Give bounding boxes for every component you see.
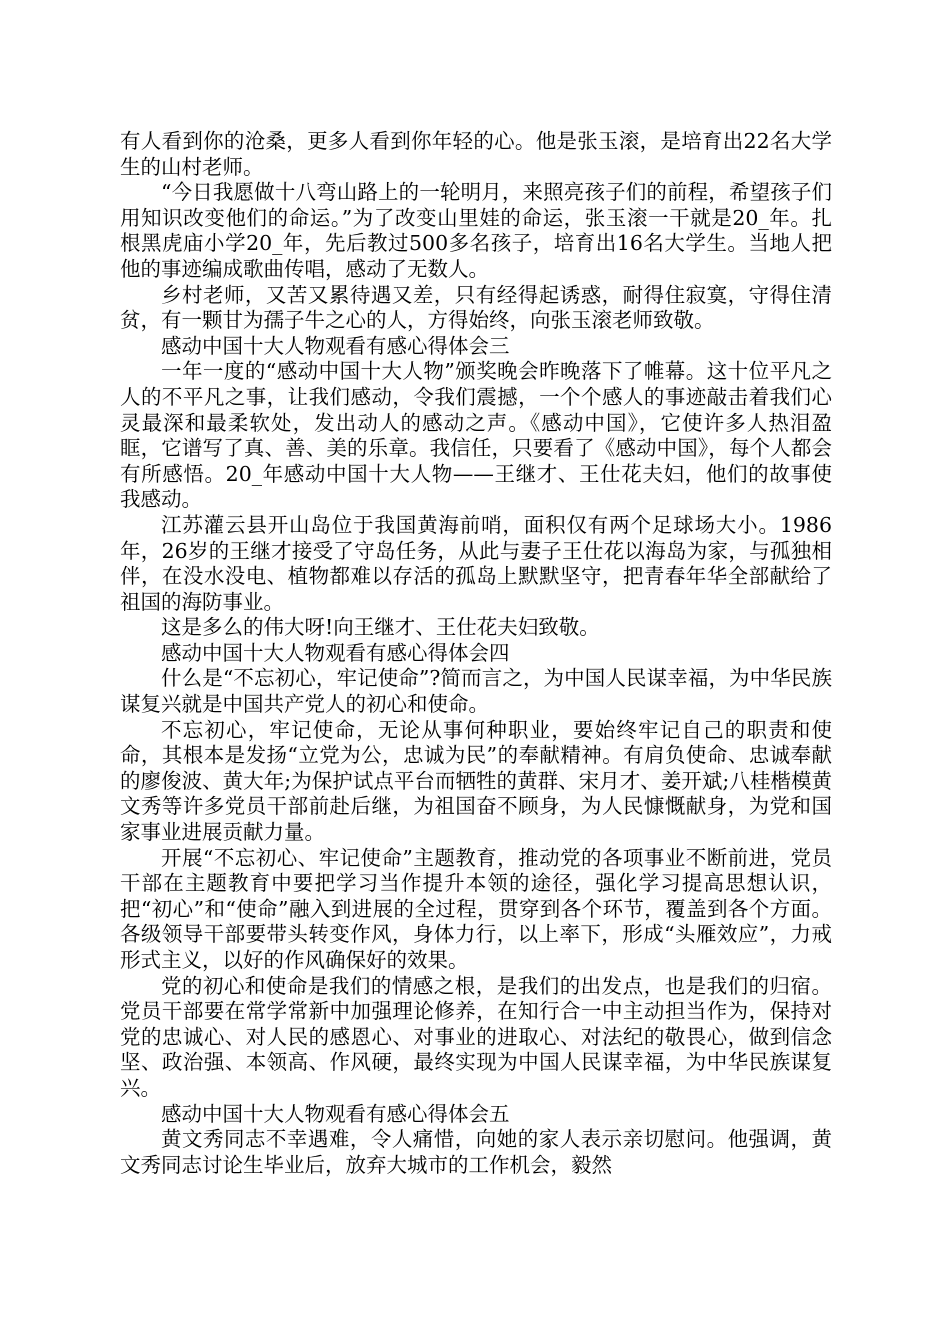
section-heading-five: 感动中国十大人物观看有感心得体会五 xyxy=(161,1101,510,1126)
paragraph-awards-night: 一年一度的“感动中国十大人物”颁奖晚会昨晚落下了帷幕。这十位平凡之人的不平凡之事，让我们感动，令我们震撼，一个个感人的事迹敲击着我们心灵最深和最柔软处，发出动人的感动之声。《感动中国》，它使许多人热泪盈眶，它谱写了真、善、美的乐章。我信任，只要看了《感动中国》，每个人都会有所感悟。20_年感动中国十大人物——王继才、王仕花夫妇，他们的故事使我感动。 xyxy=(120,359,832,512)
paragraph-what-is-mission: 什么是“不忘初心，牢记使命”?简而言之，为中国人民谋幸福，为中华民族谋复兴就是中国共产党人的初心和使命。 xyxy=(120,666,832,717)
paragraph-kaishan-island: 江苏灌云县开山岛位于我国黄海前哨，面积仅有两个足球场大小。1986年，26岁的王继才接受了守岛任务，从此与妻子王仕花以海岛为家，与孤独相伴，在没水没电、植物都难以存活的孤岛上默默坚守，把青春年华全部献给了祖国的海防事业。 xyxy=(120,512,832,614)
paragraph-duty-mission: 不忘初心，牢记使命，无论从事何种职业，要始终牢记自己的职责和使命，其根本是发扬“立党为公，忠诚为民”的奉献精神。有肩负使命、忠诚奉献的廖俊波、黄大年;为保护试点平台而牺牲的黄群、宋月才、姜开斌;八桂楷模黄文秀等许多党员干部前赴后继，为祖国奋不顾身，为人民慷慨献身，为党和国家事业进展贡献力量。 xyxy=(120,717,832,845)
section-heading-four: 感动中国十大人物观看有感心得体会四 xyxy=(161,640,510,665)
paragraph-theme-education: 开展“不忘初心、牢记使命”主题教育，推动党的各项事业不断前进，党员干部在主题教育中要把学习当作提升本领的途径，强化学习提高思想认识，把“初心”和“使命”融入到进展的全过程，贯穿到各个环节，覆盖到各个方面。各级领导干部要带头转变作风，身体力行，以上率下，形成“头雁效应”，力戒形式主义，以好的作风确保好的效果。 xyxy=(120,845,832,972)
paragraph-quote-mingyue: “今日我愿做十八弯山路上的一轮明月，来照亮孩子们的前程，希望孩子们用知识改变他们的命运。”为了改变山里娃的命运，张玉滚一干就是20_年。扎根黑虎庙小学20_年，先后教过500多名孩子，培育出16名大学生。当地人把他的事迹编成歌曲传唱，感动了无数人。 xyxy=(120,180,832,281)
paragraph-continuation: 有人看到你的沧桑，更多人看到你年轻的心。他是张玉滚，是培育出22名大学生的山村老师。 xyxy=(120,129,832,179)
paragraph-huang-wenxiu: 黄文秀同志不幸遇难，令人痛惜，向她的家人表示亲切慰问。他强调，黄文秀同志讨论生毕业后，放弃大城市的工作机会，毅然 xyxy=(120,1127,832,1177)
document-body xyxy=(120,129,832,1178)
paragraph-salute-wang: 这是多么的伟大呀!向王继才、王仕花夫妇致敬。 xyxy=(161,615,600,640)
paragraph-roots-of-emotion: 党的初心和使命是我们的情感之根，是我们的出发点，也是我们的归宿。党员干部要在常学常新中加强理论修养，在知行合一中主动担当作为，保持对党的忠诚心、对人民的感恩心、对事业的进取心、对法纪的敬畏心，做到信念坚、政治强、本领高、作风硬，最终实现为中国人民谋幸福，为中华民族谋复兴。 xyxy=(120,973,832,1100)
section-heading-three: 感动中国十大人物观看有感心得体会三 xyxy=(161,333,510,358)
paragraph-rural-teacher: 乡村老师，又苦又累待遇又差，只有经得起诱惑，耐得住寂寞，守得住清贫，有一颗甘为孺子牛之心的人，方得始终，向张玉滚老师致敬。 xyxy=(120,282,832,333)
